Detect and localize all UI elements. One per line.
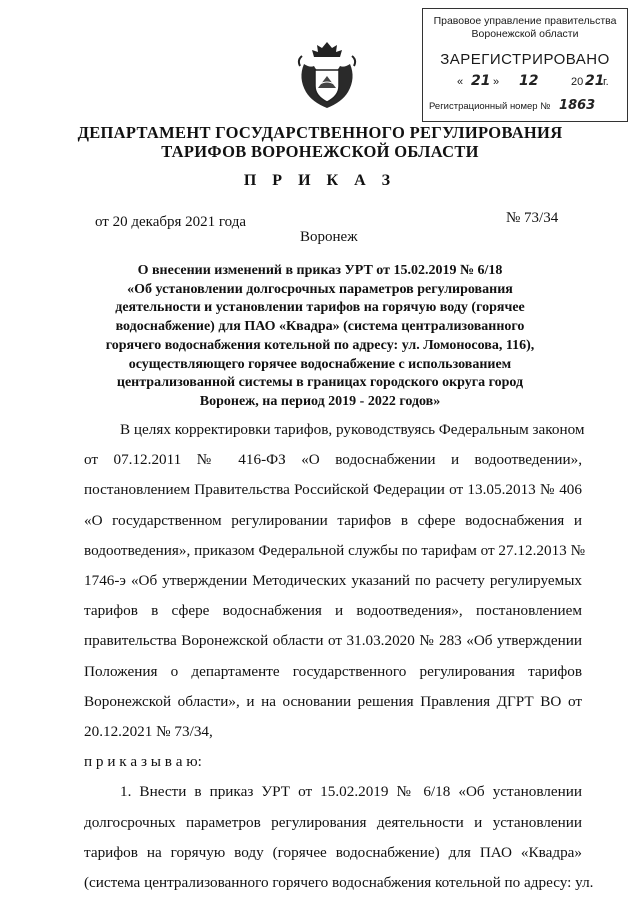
preamble-line: «О государственном регулировании тарифов в сфере водоснабжения и [84, 511, 582, 529]
subject-line: централизованной системы в границах городского округа город [116, 375, 524, 391]
stamp-number-handwritten: 1863 [559, 98, 596, 113]
subject-line: осуществляющего горячее водоснабжение с использованием [128, 356, 512, 372]
subject-line: водоснабжение) для ПАО «Квадра» (система централизованного [115, 319, 525, 335]
stamp-year-handwritten: 21 [585, 73, 605, 89]
stamp-month-handwritten: 12 [519, 73, 539, 89]
order-title: П Р И К А З [243, 172, 397, 189]
stamp-open-quote: « [457, 76, 464, 88]
preamble-line: В целях корректировки тарифов, руководствуясь Федеральным законом [120, 421, 585, 438]
subject-line: горячего водоснабжения котельной по адресу: ул. Ломоносова, 116), [105, 337, 535, 353]
preamble-line: правительства Воронежской области от 31.03.2020 № 283 «Об утверждении [84, 632, 582, 650]
stamp-org-line2: Воронежской области [471, 28, 579, 40]
prikazyvayu: п р и к а з ы в а ю: [84, 753, 202, 771]
registration-stamp [422, 8, 628, 122]
item1-line: (система централизованного горячего водоснабжения котельной по адресу: ул. [84, 874, 594, 892]
coat-of-arms-icon [296, 38, 358, 112]
stamp-year-suffix: г. [603, 76, 609, 88]
stamp-number-label: Регистрационный номер № [429, 101, 551, 112]
preamble-line: Положения о департаменте государственного регулирования тарифов [84, 662, 582, 680]
department-name-line1: ДЕПАРТАМЕНТ ГОСУДАРСТВЕННОГО РЕГУЛИРОВАНИЯ [77, 123, 563, 142]
item1-line: 1. Внести в приказ УРТ от 15.02.2019 № 6/18 «Об установлении [120, 783, 582, 801]
item1-line: тарифов на горячую воду (горячее водоснабжение) для ПАО «Квадра» [84, 843, 582, 861]
stamp-close-quote: » [493, 76, 500, 88]
preamble-line: Воронежской области», и на основании решения Правления ДГРТ ВО от [84, 692, 582, 710]
stamp-day-handwritten: 21 [471, 73, 491, 89]
subject-line: О внесении изменений в приказ УРТ от 15.02.2019 № 6/18 [137, 263, 503, 278]
department-name-line2: ТАРИФОВ ВОРОНЕЖСКОЙ ОБЛАСТИ [161, 142, 479, 161]
preamble-line: от 07.12.2011 № 416-ФЗ «О водоснабжении и водоотведении», [84, 451, 582, 469]
preamble-line: 20.12.2021 № 73/34, [84, 723, 213, 741]
order-city: Воронеж [300, 229, 358, 245]
subject-line: деятельности и установлении тарифов на горячую воду (горячее [115, 300, 525, 316]
preamble-line: 1746-э «Об утверждении Методических указаний по расчету регулируемых [84, 572, 582, 590]
stamp-org-line1: Правовое управление правительства [433, 15, 617, 27]
order-subject [90, 262, 550, 412]
order-number: № 73/34 [506, 210, 559, 226]
order-date: от 20 декабря 2021 года [95, 214, 247, 230]
preamble-line: постановлением Правительства Российской Федерации от 13.05.2013 № 406 [84, 481, 582, 499]
subject-line: «Об установлении долгосрочных параметров регулирования [127, 281, 513, 297]
preamble-line: тарифов в сфере водоснабжения и водоотведения», постановлением [84, 602, 582, 620]
subject-line: Воронеж, на период 2019 - 2022 годов» [199, 393, 441, 409]
stamp-year-prefix: 20 [571, 76, 584, 88]
preamble-paragraph [84, 415, 594, 898]
stamp-date-row [423, 73, 627, 92]
item1-line: долгосрочных параметров регулирования деятельности и установлении [84, 813, 582, 831]
stamp-org [423, 15, 627, 41]
preamble-line: водоотведения», приказом Федеральной службы по тарифам от 27.12.2013 № [84, 541, 586, 559]
stamp-registered: ЗАРЕГИСТРИРОВАНО [440, 51, 610, 68]
stamp-number-row [423, 98, 627, 113]
